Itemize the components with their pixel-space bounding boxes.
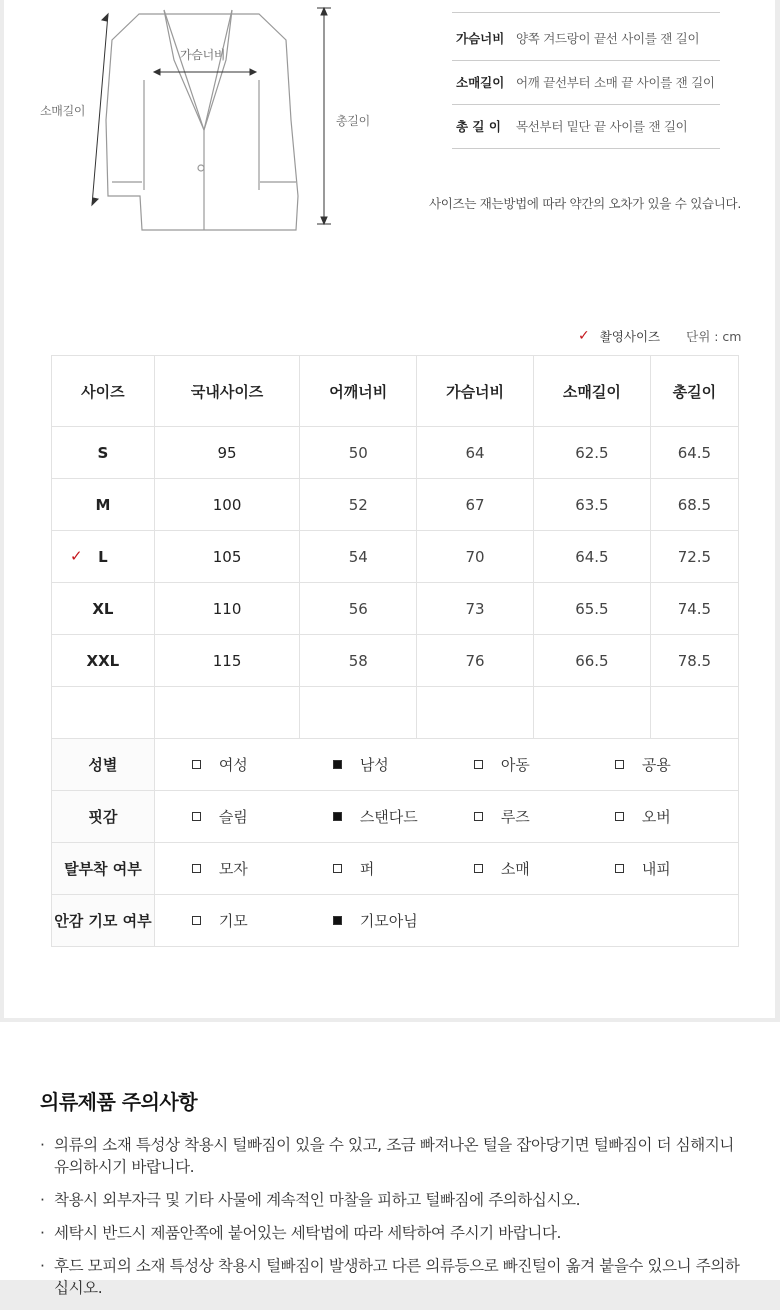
checkbox-checked-icon	[333, 916, 342, 925]
table-row-photographed	[52, 531, 739, 583]
checkbox-checked-icon	[333, 812, 342, 821]
option-unisex	[578, 754, 713, 775]
total-length-label: 총길이	[336, 114, 370, 128]
attribute-row-fit	[52, 791, 739, 843]
column-header: 사이즈	[52, 356, 155, 427]
definition-value: 목선부터 밑단 끝 사이를 잰 길이	[516, 119, 688, 134]
checkbox-icon	[192, 864, 201, 873]
unit-label: 단위 : cm	[686, 329, 742, 344]
list-item: · 착용시 외부자극 및 기타 사물에 계속적인 마찰을 피하고 털빠짐에 주의하십시오.	[40, 1189, 740, 1211]
empty-cell	[300, 687, 417, 739]
option-loose	[437, 806, 578, 827]
table-row	[52, 635, 739, 687]
option-label: 아동	[500, 756, 530, 774]
table-cell: 54	[300, 531, 417, 583]
table-cell: 70	[417, 531, 534, 583]
table-cell: 65.5	[533, 583, 650, 635]
checkbox-icon	[192, 760, 201, 769]
attribute-label: 핏감	[52, 791, 155, 843]
attribute-row-detachable	[52, 843, 739, 895]
table-row-empty	[52, 687, 739, 739]
table-cell: 52	[300, 479, 417, 531]
table-cell: 95	[154, 427, 300, 479]
attribute-label: 탈부착 여부	[52, 843, 155, 895]
definition-row	[452, 60, 720, 105]
checkbox-checked-icon	[333, 760, 342, 769]
option-fur	[296, 858, 437, 879]
table-header-row	[52, 356, 739, 427]
attribute-row-gender	[52, 739, 739, 791]
option-label: 기모	[218, 912, 248, 930]
checkbox-icon	[615, 760, 624, 769]
option-label: 퍼	[359, 860, 375, 878]
size-cell: S	[52, 427, 155, 479]
table-cell: 78.5	[650, 635, 738, 687]
table-row	[52, 479, 739, 531]
empty-cell	[417, 687, 534, 739]
table-row	[52, 583, 739, 635]
option-label: 슬림	[218, 808, 248, 826]
table-cell: 76	[417, 635, 534, 687]
table-cell: 62.5	[533, 427, 650, 479]
check-icon: ✓	[70, 547, 83, 565]
definition-row	[452, 16, 720, 61]
definition-key: 가슴너비	[456, 31, 505, 46]
attribute-label: 성별	[52, 739, 155, 791]
option-kids	[437, 754, 578, 775]
checkbox-icon	[333, 864, 342, 873]
checkbox-icon	[474, 812, 483, 821]
option-standard	[296, 806, 437, 827]
checkbox-icon	[192, 812, 201, 821]
checkbox-icon	[474, 760, 483, 769]
table-cell: 115	[154, 635, 300, 687]
column-header: 국내사이즈	[154, 356, 300, 427]
column-header: 총길이	[650, 356, 738, 427]
size-note: 사이즈는 재는방법에 따라 약간의 오차가 있을 수 있습니다.	[429, 196, 741, 211]
divider	[452, 12, 720, 13]
option-label: 오버	[641, 808, 671, 826]
table-cell: 72.5	[650, 531, 738, 583]
table-cell: 105	[154, 531, 300, 583]
option-label: 남성	[359, 756, 389, 774]
table-row	[52, 427, 739, 479]
table-cell: 68.5	[650, 479, 738, 531]
table-cell: 110	[154, 583, 300, 635]
size-guide-panel	[4, 0, 775, 1018]
empty-cell	[650, 687, 738, 739]
column-header: 소매길이	[533, 356, 650, 427]
table-cell: 100	[154, 479, 300, 531]
column-header: 가슴너비	[417, 356, 534, 427]
size-cell	[52, 531, 155, 583]
option-sleeve	[437, 858, 578, 879]
checkbox-icon	[615, 812, 624, 821]
legend	[578, 327, 741, 345]
legend-label: 촬영사이즈	[599, 329, 661, 344]
chest-label: 가슴너비	[180, 48, 226, 62]
option-female	[155, 754, 296, 775]
table-cell: 64.5	[650, 427, 738, 479]
size-table	[51, 355, 739, 947]
empty-cell	[52, 687, 155, 739]
table-cell: 56	[300, 583, 417, 635]
empty-cell	[154, 687, 300, 739]
attribute-options	[154, 739, 738, 791]
table-cell: 73	[417, 583, 534, 635]
table-cell: 63.5	[533, 479, 650, 531]
attribute-options	[154, 895, 738, 947]
attribute-row-brushed-lining	[52, 895, 739, 947]
list-item: · 세탁시 반드시 제품안쪽에 붙어있는 세탁법에 따라 세탁하여 주시기 바랍니다.	[40, 1222, 740, 1244]
option-label: 루즈	[500, 808, 530, 826]
checkbox-icon	[192, 916, 201, 925]
option-slim	[155, 806, 296, 827]
option-label: 공용	[641, 756, 671, 774]
definition-value: 어깨 끝선부터 소매 끝 사이를 잰 길이	[516, 75, 715, 90]
option-label: 스탠다드	[359, 808, 418, 826]
checkbox-icon	[474, 864, 483, 873]
option-brushed	[155, 910, 296, 931]
table-cell: 74.5	[650, 583, 738, 635]
option-label: 소매	[500, 860, 530, 878]
size-cell: XXL	[52, 635, 155, 687]
option-label: 기모아님	[359, 912, 418, 930]
caution-title: 의류제품 주의사항	[40, 1090, 198, 1114]
table-cell: 64.5	[533, 531, 650, 583]
empty-cell	[533, 687, 650, 739]
table-cell: 50	[300, 427, 417, 479]
option-label: 여성	[218, 756, 248, 774]
table-cell: 67	[417, 479, 534, 531]
list-item: · 후드 모피의 소재 특성상 착용시 털빠짐이 발생하고 다른 의류등으로 빠진털이 옮겨 붙을수 있으니 주의하십시오.	[40, 1255, 740, 1299]
option-male	[296, 754, 437, 775]
definition-key: 소매길이	[456, 75, 505, 90]
option-lining	[578, 858, 713, 879]
caution-list	[40, 1134, 740, 1310]
sleeve-label: 소매길이	[40, 104, 86, 118]
attribute-options	[154, 843, 738, 895]
table-cell: 58	[300, 635, 417, 687]
definition-row	[452, 104, 720, 149]
attribute-options	[154, 791, 738, 843]
checkbox-icon	[615, 864, 624, 873]
attribute-label: 안감 기모 여부	[52, 895, 155, 947]
table-cell: 66.5	[533, 635, 650, 687]
table-cell: 64	[417, 427, 534, 479]
size-label: L	[98, 547, 108, 566]
option-label: 모자	[218, 860, 248, 878]
option-not-brushed	[296, 910, 437, 931]
size-cell: XL	[52, 583, 155, 635]
list-item: · 의류의 소재 특성상 착용시 털빠짐이 있을 수 있고, 조금 빠져나온 털을 잡아당기면 털빠짐이 더 심해지니 유의하시기 바랍니다.	[40, 1134, 740, 1178]
check-icon: ✓	[578, 328, 590, 344]
option-hood	[155, 858, 296, 879]
column-header: 어깨너비	[300, 356, 417, 427]
size-cell: M	[52, 479, 155, 531]
definition-value: 양쪽 겨드랑이 끝선 사이를 잰 길이	[516, 31, 700, 46]
definition-key: 총 길 이	[456, 119, 501, 134]
option-over	[578, 806, 713, 827]
option-label: 내피	[641, 860, 671, 878]
